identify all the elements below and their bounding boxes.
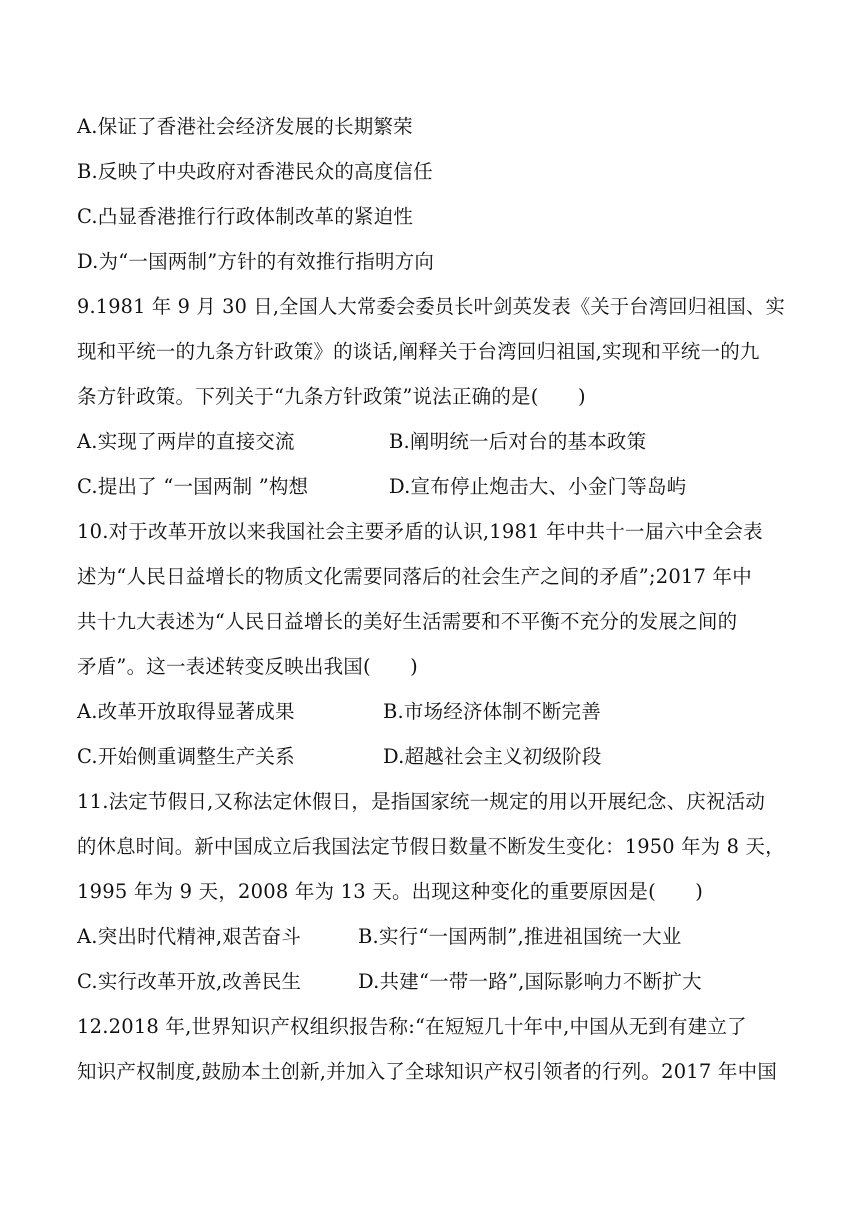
q11-option-a: A.突出时代精神,艰苦奋斗 — [77, 925, 302, 948]
q8-option-c: C.凸显香港推行行政体制改革的紧迫性 — [77, 205, 414, 228]
q9-stem-line-3: 条方针政策。下列关于“九条方针政策”说法正确的是( ) — [77, 385, 586, 408]
q9-stem-line-1: 9.1981 年 9 月 30 日,全国人大常委会委员长叶剑英发表《关于台湾回归祖国、实 — [77, 295, 785, 318]
q10-stem-line-4: 矛盾”。这一表述转变反映出我国( ) — [77, 655, 418, 678]
q10-stem-line-3: 共十九大表述为“人民日益增长的美好生活需要和不平衡不充分的发展之间的 — [77, 610, 738, 633]
q9-option-b: B.阐明统一后对台的基本政策 — [389, 430, 647, 453]
q11-option-d: D.共建“一带一路”,国际影响力不断扩大 — [358, 970, 702, 993]
q11-option-b: B.实行“一国两制”,推进祖国统一大业 — [358, 925, 682, 948]
q9-option-a: A.实现了两岸的直接交流 — [77, 430, 295, 453]
q9-option-c: C.提出了 “一国两制 ”构想 — [77, 475, 309, 498]
q10-option-b: B.市场经济体制不断完善 — [383, 700, 601, 723]
q8-option-d: D.为“一国两制”方针的有效推行指明方向 — [77, 250, 435, 273]
q9-option-d: D.宣布停止炮击大、小金门等岛屿 — [389, 475, 687, 498]
q10-option-c: C.开始侧重调整生产关系 — [77, 745, 295, 768]
q12-stem-line-1: 12.2018 年,世界知识产权组织报告称:“在短短几十年中,中国从无到有建立了 — [77, 1015, 747, 1038]
q11-stem-line-1: 11.法定节假日,又称法定休假日，是指国家统一规定的用以开展纪念、庆祝活动 — [77, 790, 766, 813]
q8-option-b: B.反映了中央政府对香港民众的高度信任 — [77, 160, 433, 183]
q9-stem-line-2: 现和平统一的九条方针政策》的谈话,阐释关于台湾回归祖国,实现和平统一的九 — [77, 340, 760, 363]
q8-option-a: A.保证了香港社会经济发展的长期繁荣 — [77, 115, 413, 138]
q11-option-c: C.实行改革开放,改善民生 — [77, 970, 302, 993]
q10-stem-line-1: 10.对于改革开放以来我国社会主要矛盾的认识,1981 年中共十一届六中全会表 — [77, 520, 763, 543]
q10-stem-line-2: 述为“人民日益增长的物质文化需要同落后的社会生产之间的矛盾”;2017 年中 — [77, 565, 752, 588]
q10-option-a: A.改革开放取得显著成果 — [77, 700, 295, 723]
q10-option-d: D.超越社会主义初级阶段 — [383, 745, 602, 768]
q11-stem-line-2: 的休息时间。新中国成立后我国法定节假日数量不断发生变化：1950 年为 8 天， — [77, 835, 785, 858]
q11-stem-line-3: 1995 年为 9 天，2008 年为 13 天。出现这种变化的重要原因是( ) — [77, 880, 704, 903]
q12-stem-line-2: 知识产权制度,鼓励本土创新,并加入了全球知识产权引领者的行列。2017 年中国 — [77, 1060, 778, 1083]
